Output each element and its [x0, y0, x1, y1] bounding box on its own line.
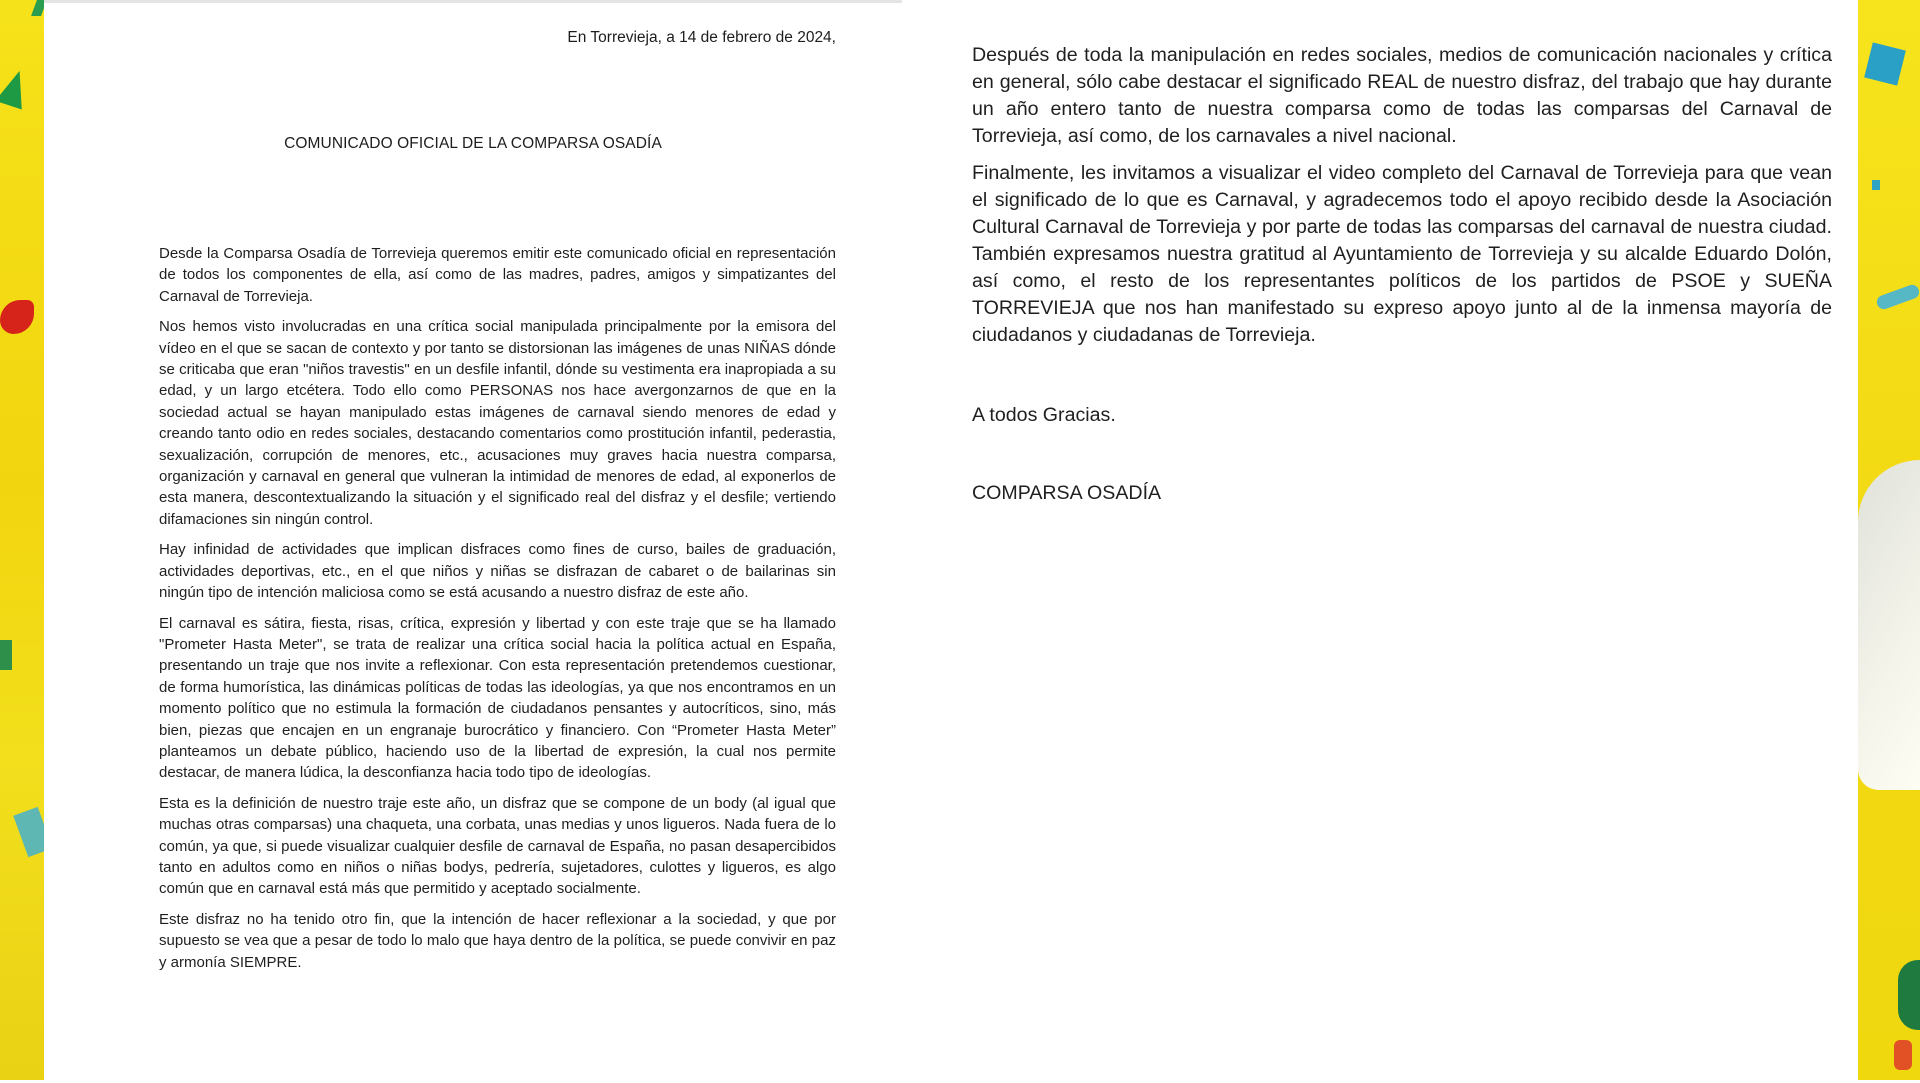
- signature: COMPARSA OSADÍA: [972, 482, 1162, 504]
- statement-page-1: [44, 0, 902, 1083]
- paragraph: Hay infinidad de actividades que implican disfraces como fines de curso, bailes de graduación, actividades deportivas, etc., en el que niños y niñas se disfrazan de cabaret o de bailarinas sin ningún tipo de intención maliciosa como se está acusando a nuestro disfraz de este año.: [159, 541, 836, 602]
- statement-body-page-1: [159, 243, 836, 982]
- paragraph: Desde la Comparsa Osadía de Torrevieja queremos emitir este comunicado oficial en representación de todos los componentes de ella, así como de las madres, padres, amigos y simpatizantes del Carnaval de Torrevieja.: [159, 245, 836, 305]
- closing-thanks: A todos Gracias.: [972, 404, 1116, 426]
- yellow-left-edge: [0, 0, 44, 1080]
- paragraph: Después de toda la manipulación en redes sociales, medios de comunicación nacionales y crítica en general, sólo cabe destacar el significado REAL de nuestro disfraz, del trabajo que hay durante un año entero tanto de nuestra comparsa como de todas las comparsas del Carnaval de Torrevieja, así como, de los carnavales a nivel nacional.: [972, 44, 1832, 147]
- paragraph: Esta es la definición de nuestro traje este año, un disfraz que se compone de un body (al igual que muchas otras comparsas) una chaqueta, una corbata, unas medias y unos ligueros. Nada fuera de lo común, ya que, si puede visualizar cualquier desfile de carnaval de España, no pasan desapercibidos tanto en adultos como en niños o niñas bodys, pedrería, sujetadores, culottes y ligueros, es algo común que en carnaval está más que permitido y aceptado socialmente.: [159, 794, 836, 898]
- red-confetti-piece: [1894, 1040, 1912, 1070]
- statement-title: COMUNICADO OFICIAL DE LA COMPARSA OSADÍA: [284, 135, 662, 152]
- statement-page-2: [905, 0, 1858, 1080]
- teal-confetti-piece: [1872, 180, 1880, 190]
- paragraph: Nos hemos visto involucradas en una crítica social manipulada principalmente por la emisora del vídeo en el que se sacan de contexto y por tanto se distorsionan las imágenes de unas NIÑAS dónde se criticaba que eran "niños travestis" en un desfile infantil, dónde su vestimenta era inapropiada a su edad, y un largo etcétera. Todo ello como PERSONAS nos hace avergonzarnos de que en la sociedad actual se hayan manipulado estas imágenes de carnaval siendo menores de edad y creando tanto odio en redes sociales, destacando comentarios como prostitución infantil, pederastia, sexualización, corrupción de menores, etc., acusaciones muy graves hacia nuestra comparsa, organización y carnaval en general que vulneran la intimidad de menores de edad, al exponerlos de esta manera, descontextualizando la situación y el significado real del disfraz y el desfile; vertiendo difamaciones sin ningún control.: [159, 318, 836, 528]
- statement-body-page-2: [972, 42, 1832, 359]
- green-confetti-piece: [1898, 960, 1920, 1030]
- white-swoosh-decoration: [1858, 460, 1920, 790]
- statement-date: En Torrevieja, a 14 de febrero de 2024,: [567, 29, 836, 46]
- green-confetti-piece: [0, 640, 12, 670]
- paragraph: Este disfraz no ha tenido otro fin, que la intención de hacer reflexionar a la sociedad, y que por supuesto se vea que a pesar de todo lo malo que haya dentro de la política, se puede convivir en paz y armonía SIEMPRE.: [159, 910, 836, 971]
- paragraph: Finalmente, les invitamos a visualizar el video completo del Carnaval de Torrevieja para que vean el significado de lo que es Carnaval, y agradecemos todo el apoyo recibido desde la Asociación Cultural Carnaval de Torrevieja y por parte de todas las comparsas del carnaval de nuestra ciudad. También expresamos nuestra gratitud al Ayuntamiento de Torrevieja y su alcalde Eduardo Dolón, así como, el resto de los representantes políticos de los partidos de PSOE y SUEÑA TORREVIEJA que nos han manifestado su expreso apoyo junto al de la inmensa mayoría de ciudadanos y ciudadanas de Torrevieja.: [972, 162, 1832, 346]
- paragraph: El carnaval es sátira, fiesta, risas, crítica, expresión y libertad y con este traje que se ha llamado "Prometer Hasta Meter", se trata de realizar una crítica social hacia la política actual en España, presentando un traje que nos invite a reflexionar. Con esta representación pretendemos cuestionar, de forma humorística, las dinámicas políticas de todas las ideologías, ya que nos encontramos en un momento político que no estimula la formación de ciudadanos pensantes y autocríticos, sino, más bien, piezas que encajen en un engranaje burocrático y financiero. Con “Prometer Hasta Meter” planteamos un debate público, haciendo uso de la libertad de expresión, la cual nos permite destacar, de manera lúdica, la desconfianza hacia todo tipo de ideologías.: [159, 614, 836, 782]
